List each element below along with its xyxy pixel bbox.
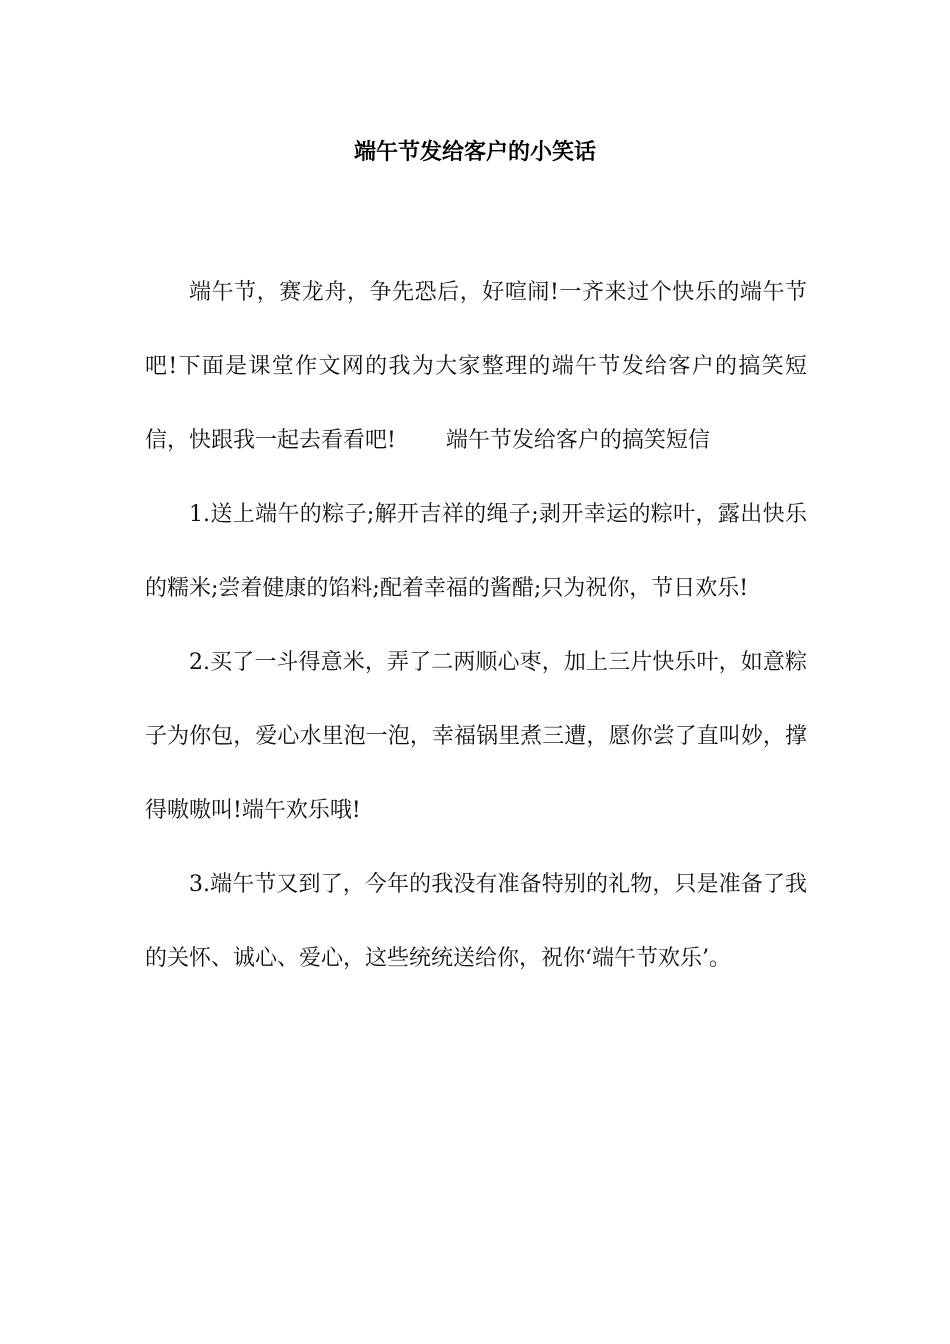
list-item: 3.端午节又到了，今年的我没有准备特别的礼物，只是准备了我的关怀、诚心、爱心，这些统统送给你，祝你‘端午节欢乐’。 xyxy=(145,872,807,971)
intro-paragraph xyxy=(145,256,807,478)
document-body xyxy=(145,256,807,996)
intro-text: 端午节，赛龙舟，争先恐后，好喧闹!一齐来过个快乐的端午节吧!下面是课堂作文网的我为大家整理的端午节发给客户的搞笑短信，快跟我一起去看看吧! xyxy=(145,280,807,453)
list-item: 2.买了一斗得意米，弄了二两顺心枣，加上三片快乐叶，如意粽子为你包，爱心水里泡一泡，幸福锅里煮三遭，愿你尝了直叫妙，撑得嗷嗷叫!端午欢乐哦! xyxy=(145,650,807,823)
intro-subheading: 端午节发给客户的搞笑短信 xyxy=(445,428,710,453)
document-title: 端午节发给客户的小笑话 xyxy=(353,140,596,165)
list-item: 1.送上端午的粽子;解开吉祥的绳子;剥开幸运的粽叶，露出快乐的糯米;尝着健康的馅料;配着幸福的酱醋;只为祝你，节日欢乐! xyxy=(145,502,807,601)
